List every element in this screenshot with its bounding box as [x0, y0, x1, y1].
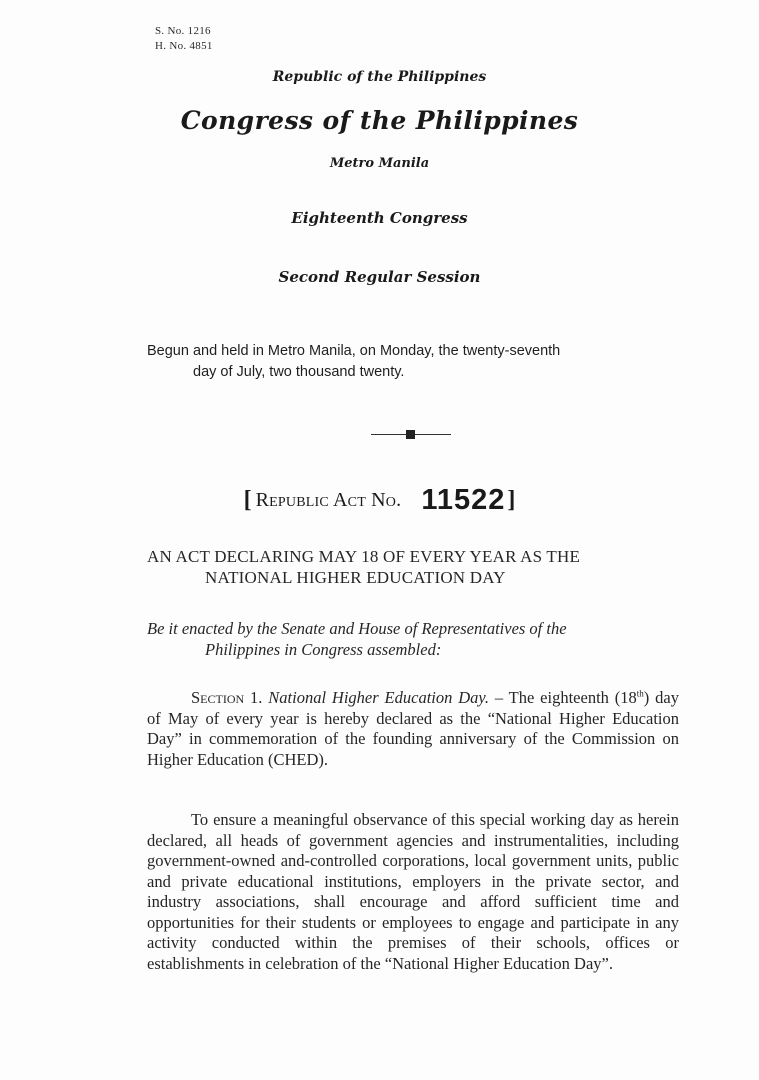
- section-text-b: ) day of May of every year is hereby declared as the “National Higher Education Day” in commemoration of the founding anniversary of the Commission on Higher Education (CHED).: [147, 688, 679, 769]
- paragraph-2-text: To ensure a meaningful observance of this special working day as herein declared, all heads of government agencies and instrumentalities, including government-owned and-controlled corporations, local government units, public and private educational institutions, employers in the private sector, and industry associations, shall encourage and afford sufficient time and opportunities for their students or employees to engage and participate in any activity conducted within the premises of their schools, offices or establishments in celebration of the “National Higher Education Day”.: [147, 810, 679, 973]
- congress-heading: Congress of the Philippines: [180, 106, 579, 135]
- republic-act-title: [0, 484, 759, 517]
- republic-heading: Republic of the Philippines: [272, 69, 487, 85]
- section-1: [147, 688, 679, 770]
- open-bracket: [: [243, 487, 252, 513]
- act-heading: [147, 546, 679, 588]
- act-heading-line-1: AN ACT DECLARING MAY 18 OF EVERY YEAR AS THE: [147, 547, 581, 566]
- enacting-line-1: Be it enacted by the Senate and House of Representatives of the: [147, 619, 567, 638]
- section-dash: –: [488, 688, 509, 707]
- section-heading: National Higher Education Day.: [268, 688, 489, 707]
- senate-bill-number: S. No. 1216: [155, 25, 211, 37]
- act-heading-line-2: NATIONAL HIGHER EDUCATION DAY: [205, 568, 506, 587]
- enacting-clause: [147, 618, 679, 660]
- bill-numbers: [155, 24, 213, 54]
- begun-line-1: Begun and held in Metro Manila, on Monday, the twenty-seventh: [147, 343, 561, 359]
- section-label: Section 1.: [191, 688, 263, 707]
- close-bracket: ]: [507, 487, 516, 513]
- location-heading: Metro Manila: [329, 156, 430, 171]
- house-bill-number: H. No. 4851: [155, 40, 213, 52]
- republic-act-label: Republic Act No.: [255, 489, 402, 511]
- divider-square-icon: [406, 430, 415, 439]
- republic-act-number: 11522: [421, 484, 506, 516]
- section-1-paragraph-2: [147, 810, 679, 974]
- begun-statement: [147, 341, 687, 383]
- section-divider: [371, 428, 451, 442]
- section-text-a: The eighteenth (18: [508, 688, 637, 707]
- begun-line-2: day of July, two thousand twenty.: [193, 364, 405, 380]
- ordinal-suffix: th: [636, 688, 644, 699]
- session-heading: Second Regular Session: [278, 268, 481, 286]
- congress-number-heading: Eighteenth Congress: [291, 209, 468, 227]
- enacting-line-2: Philippines in Congress assembled:: [205, 640, 442, 659]
